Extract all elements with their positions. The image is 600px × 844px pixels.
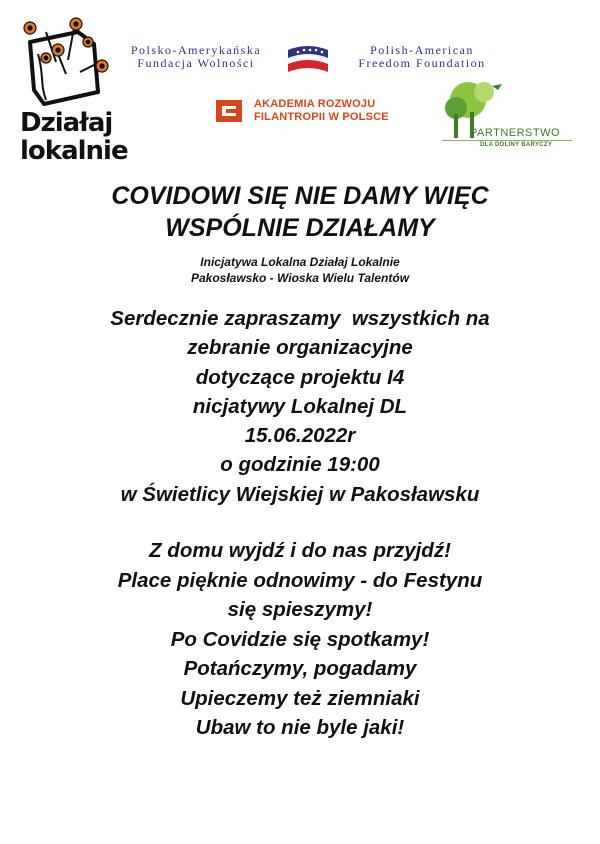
partnerstwo-region: DLA DOLINY BARYCZY — [480, 142, 553, 148]
poem-line: Z domu wyjdź i do nas przyjdź! — [149, 539, 451, 562]
pafw-polish-name: Polsko-Amerykańska Fundacja Wolności — [130, 43, 262, 70]
flower-bag-icon — [16, 14, 116, 114]
partnerstwo-name: PARTNERSTWO — [470, 127, 561, 139]
poem-line: Upieczemy też ziemniaki — [180, 686, 420, 710]
flag-emblem-icon — [284, 44, 332, 74]
poem-line: Potańczymy, pogadamy — [183, 657, 417, 680]
akademia-name: AKADEMIA ROZWOJU FILANTROPII W POLSCE — [254, 98, 389, 123]
poem-line: Po Covidzie się spotkamy! — [170, 627, 430, 651]
akademia-logo — [214, 96, 404, 128]
poster-title — [0, 180, 600, 244]
poem-text — [0, 536, 600, 743]
lokalnie-word: lokalnie — [20, 136, 128, 166]
invitation-line: nicjatywy Lokalnej DL — [192, 394, 408, 418]
invitation-text — [0, 304, 600, 509]
partnerstwo-logo — [440, 78, 580, 154]
title-line: COVIDOWI SIĘ NIE DAMY WIĘC — [111, 182, 489, 210]
invitation-line: zebranie organizacyjne — [187, 336, 413, 360]
invitation-line: dotyczące projektu I4 — [195, 365, 405, 389]
subtitle-line: Inicjatywa Lokalna Działaj Lokalnie — [200, 255, 400, 269]
poem-line: się spieszymy! — [227, 598, 373, 621]
poem-line: Place pięknie odnowimy - do Festynu — [117, 568, 483, 592]
subtitle-line: Pakosławsko - Wioska Wielu Talentów — [190, 271, 410, 285]
event-location: w Świetlicy Wiejskiej w Pakosławsku — [120, 482, 480, 506]
invitation-line: Serdecznie zapraszamy wszystkich na — [110, 307, 490, 330]
akademia-mark-icon — [214, 98, 244, 124]
dzialaj-word: Działaj — [20, 108, 113, 138]
pafw-logo — [116, 44, 506, 74]
event-time: o godzinie 19:00 — [220, 453, 380, 477]
initiative-subtitle — [0, 254, 600, 286]
pafw-english-name: Polish-American Freedom Foundation — [358, 43, 486, 70]
partnerstwo-divider — [442, 140, 572, 141]
dzialaj-lokalnie-logo — [16, 14, 128, 172]
title-line: WSPÓLNIE DZIAŁAMY — [165, 214, 435, 242]
poem-line: Ubaw to nie byle jaki! — [195, 716, 405, 739]
event-date: 15.06.2022r — [244, 424, 356, 448]
